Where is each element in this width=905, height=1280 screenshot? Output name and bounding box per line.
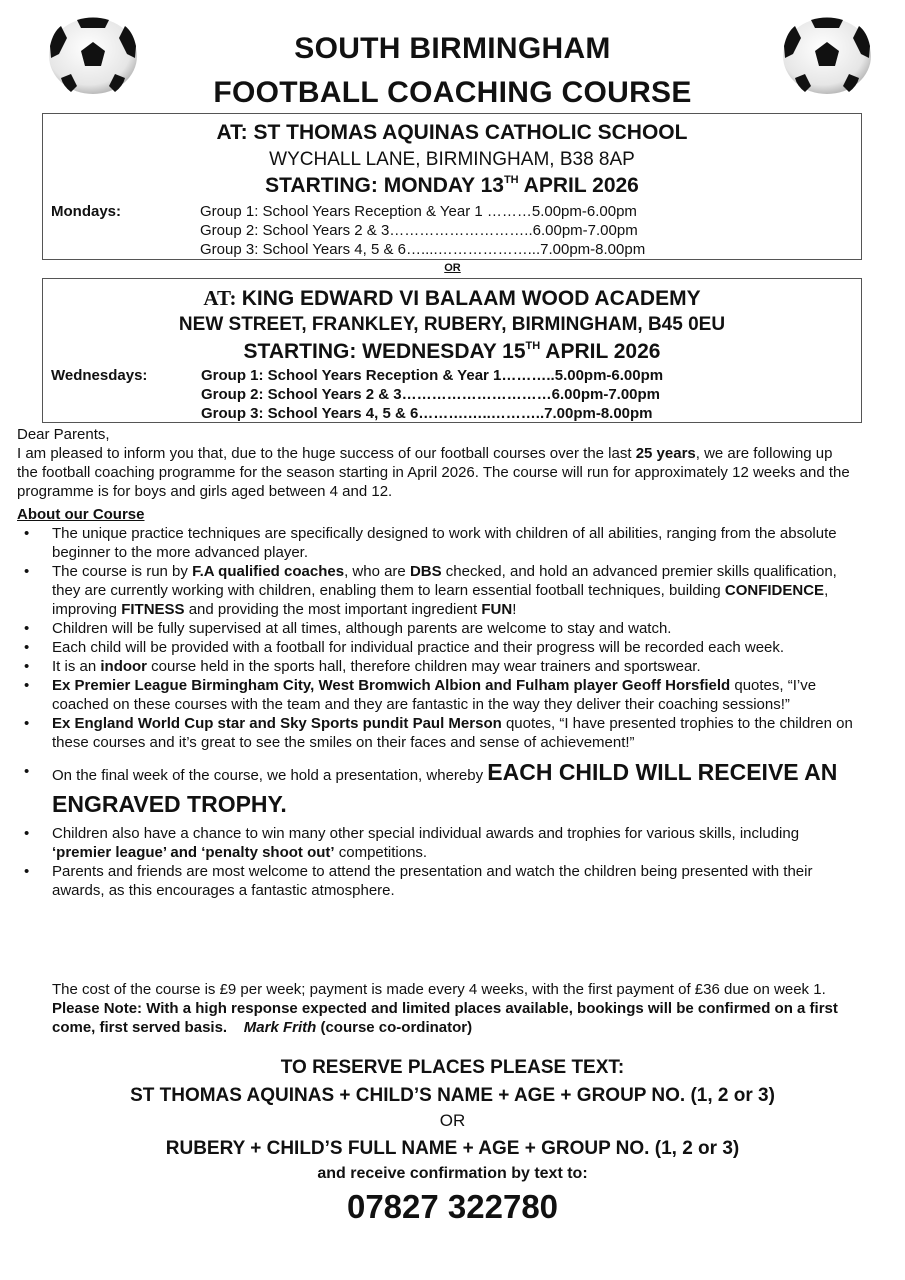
venue-box-st-thomas [42, 113, 862, 260]
booking-option-rubery: RUBERY + CHILD’S FULL NAME + AGE + GROUP NO. (1, 2 or 3) [165, 1138, 740, 1159]
course-features-list [17, 524, 857, 900]
about-heading: About our Course [17, 506, 145, 523]
group-row: Group 3: School Years 4, 5 & 6……….…..………..7.00pm-8.00pm [201, 405, 653, 422]
list-item: • Ex Premier League Birmingham City, West Bromwich Albion and Fulham player Geoff Horsfield quotes, “I’ve coached on these courses with the team and they are fantastic in the way they deliver their coaching sessions!” [17, 676, 857, 714]
page-title: SOUTH BIRMINGHAM [294, 32, 611, 65]
list-item: • On the final week of the course, we hold a presentation, whereby EACH CHILD WILL RECEIVE AN ENGRAVED TROPHY. [17, 758, 857, 822]
group-row: Group 2: School Years 2 & 3………………………..6.00pm-7.00pm [200, 222, 638, 239]
booking-option-st-thomas: ST THOMAS AQUINAS + CHILD’S NAME + AGE + GROUP NO. (1, 2 or 3) [130, 1085, 775, 1106]
confirmation-text: and receive confirmation by text to: [317, 1165, 588, 1182]
venue-address: NEW STREET, FRANKLEY, RUBERY, BIRMINGHAM, B45 0EU [178, 314, 726, 335]
booking-or: OR [439, 1111, 466, 1130]
list-item: • The course is run by F.A qualified coaches, who are DBS checked, and hold an advanced premier skills qualification, they are currently working with children, enabling them to learn essential football techniques, building CONFIDENCE, improving FITNESS and providing the most important ingredient FUN! [17, 562, 857, 619]
list-item: • Children will be fully supervised at all times, although parents are welcome to stay and watch. [17, 619, 857, 638]
list-item: • Ex England World Cup star and Sky Sports pundit Paul Merson quotes, “I have presented trophies to the children on these courses and it’s great to see the smiles on their faces and sense of achievement!” [17, 714, 857, 752]
or-separator: OR [444, 262, 461, 274]
phone-number: 07827 322780 [346, 1188, 559, 1225]
cost-paragraph: The cost of the course is £9 per week; payment is made every 4 weeks, with the first payment of £36 due on week 1. Please Note: With a high response expected and limited places available, bookings will be confirmed on a first come, first served basis. Mark Frith (course co-ordinator) [52, 981, 838, 1036]
group-row: Group 2: School Years 2 & 3…………………………6.00pm-7.00pm [201, 386, 661, 403]
group-row: Group 3: School Years 4, 5 & 6…....………………...7.00pm-8.00pm [200, 241, 646, 258]
start-date: STARTING: WEDNESDAY 15TH APRIL 2026 [243, 340, 661, 363]
venue-address: WYCHALL LANE, BIRMINGHAM, B38 8AP [269, 149, 635, 170]
venue-box-king-edward [42, 278, 862, 423]
group-row: Group 1: School Years Reception & Year 1………..5.00pm-6.00pm [201, 367, 664, 384]
intro-paragraph: I am pleased to inform you that, due to the huge success of our football courses over the last 25 years, we are following up the football coaching programme for the season starting in April 2026. The course will run for approximately 12 weeks and the programme is for boys and girls aged between 4 and 12. [17, 445, 850, 500]
list-item: • Each child will be provided with a football for individual practice and their progress will be recorded each week. [17, 638, 857, 657]
page-subtitle: FOOTBALL COACHING COURSE [213, 76, 692, 109]
list-item: • Children also have a chance to win many other special individual awards and trophies for various skills, including ‘premier league’ and ‘penalty shoot out’ competitions. [17, 824, 857, 862]
day-label: Wednesdays: [51, 367, 148, 384]
list-item: • Parents and friends are most welcome to attend the presentation and watch the children being presented with their awards, as this encourages a fantastic atmosphere. [17, 862, 857, 900]
list-item: • It is an indoor course held in the sports hall, therefore children may wear trainers and sportswear. [17, 657, 857, 676]
group-row: Group 1: School Years Reception & Year 1 ………5.00pm-6.00pm [200, 203, 637, 220]
booking-heading: TO RESERVE PLACES PLEASE TEXT: [280, 1057, 625, 1078]
day-label: Mondays: [51, 203, 122, 220]
venue-name: AT: KING EDWARD VI BALAAM WOOD ACADEMY [203, 286, 701, 310]
list-item: • The unique practice techniques are specifically designed to work with children of all abilities, ranging from the absolute beginner to the more advanced player. [17, 524, 857, 562]
greeting: Dear Parents, [17, 426, 110, 443]
start-date: STARTING: MONDAY 13TH APRIL 2026 [265, 174, 639, 197]
venue-name: AT: ST THOMAS AQUINAS CATHOLIC SCHOOL [216, 121, 688, 144]
